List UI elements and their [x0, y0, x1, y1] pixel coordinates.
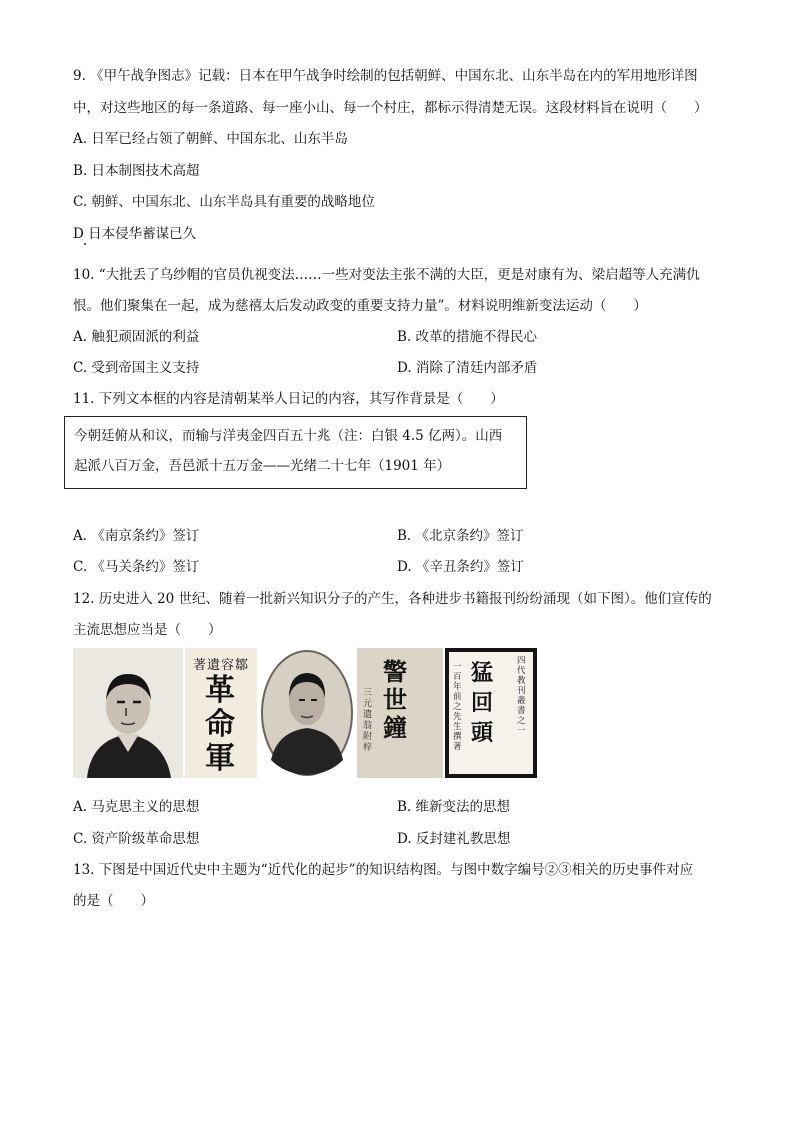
- book1-title: 革命軍: [205, 673, 235, 776]
- q13-stem-line2: 的是（ ）: [73, 893, 154, 909]
- q11-stem: 11. 下列文本框的内容是清朝某举人日记的内容，其写作背景是（ ）: [73, 391, 504, 407]
- diary-text-box: [64, 416, 527, 489]
- q12-stem-line2: 主流思想应当是（ ）: [73, 622, 222, 638]
- q11-option-a: A. 《南京条约》签订: [73, 528, 200, 544]
- q9-option-b: B. 日本制图技术高超: [73, 163, 200, 179]
- historical-photos-strip: [73, 648, 537, 778]
- book-cover-alarm-bell: [357, 648, 443, 778]
- q12-option-a: A. 马克思主义的思想: [73, 799, 200, 815]
- book1-author: 著遺容鄒: [192, 658, 249, 673]
- q9-option-a: A. 日军已经占领了朝鲜、中国东北、山东半岛: [73, 131, 348, 147]
- q9-option-c: C. 朝鲜、中国东北、山东半岛具有重要的战略地位: [73, 194, 375, 210]
- q12-option-d: D. 反封建礼教思想: [397, 831, 511, 847]
- q10-option-d: D. 消除了清廷内部矛盾: [397, 360, 538, 376]
- book-cover-turn-back: [445, 648, 537, 778]
- q10-stem-line1: 10. “大批丢了乌纱帽的官员仇视变法……一些对变法主张不满的大臣，更是对康有为、梁启超等人充满仇: [73, 267, 700, 283]
- book3-title: 猛回頭: [471, 660, 494, 746]
- book3-side-text2: 一百年前之先生撰著: [453, 662, 462, 752]
- book2-title: 警世鐘: [383, 657, 407, 742]
- q11-option-b: B. 《北京条约》签订: [397, 528, 524, 544]
- book-cover-revolutionary-army: [185, 648, 257, 778]
- q9-stem-line1: 9. 《甲午战争图志》记载：日本在甲午战争时绘制的包括朝鲜、中国东北、山东半岛在内的军用地形详图: [73, 68, 698, 84]
- portrait-photo-2: [259, 648, 355, 778]
- diary-line1: 今朝廷俯从和议，而输与洋夷金四百五十兆（注：白银 4.5 亿两）。山西: [74, 428, 503, 444]
- portrait-photo-1: [73, 648, 183, 778]
- q10-option-c: C. 受到帝国主义支持: [73, 360, 200, 376]
- q12-option-c: C. 资产阶级革命思想: [73, 831, 200, 847]
- q13-stem-line1: 13. 下图是中国近代史中主题为“近代化的起步”的知识结构图。与图中数字编号②③相关的历史事件对应: [73, 862, 694, 878]
- q11-option-c: C. 《马关条约》签订: [73, 559, 200, 575]
- q10-option-b: B. 改革的措施不得民心: [397, 329, 538, 345]
- q9-option-d: D 日本侵华蓄谋已久: [73, 226, 197, 242]
- book3-side-text: 四代教刊叢書之一: [517, 656, 526, 736]
- q12-stem-line1: 12. 历史进入 20 世纪、随着一批新兴知识分子的产生，各种进步书籍报刊纷纷涌现（如下图）。他们宣传的: [73, 591, 712, 607]
- q9-stem-line2: 中，对这些地区的每一条道路、每一座小山、每一个村庄，都标示得清楚无误。这段材料旨在说明（ ）: [73, 100, 708, 116]
- q10-stem-line2: 恨。他们聚集在一起，成为慈禧太后发动政变的重要支持力量”。材料说明维新变法运动（ ）: [73, 298, 647, 314]
- q12-option-b: B. 维新变法的思想: [397, 799, 511, 815]
- book2-side-text: 三元遺翁附梓: [363, 688, 373, 753]
- diary-line2: 起派八百万金，吾邑派十五万金——光绪二十七年（1901 年）: [74, 458, 451, 474]
- q10-option-a: A. 触犯顽固派的利益: [73, 329, 200, 345]
- q11-option-d: D. 《辛丑条约》签订: [397, 559, 524, 575]
- stray-dot: [84, 243, 86, 245]
